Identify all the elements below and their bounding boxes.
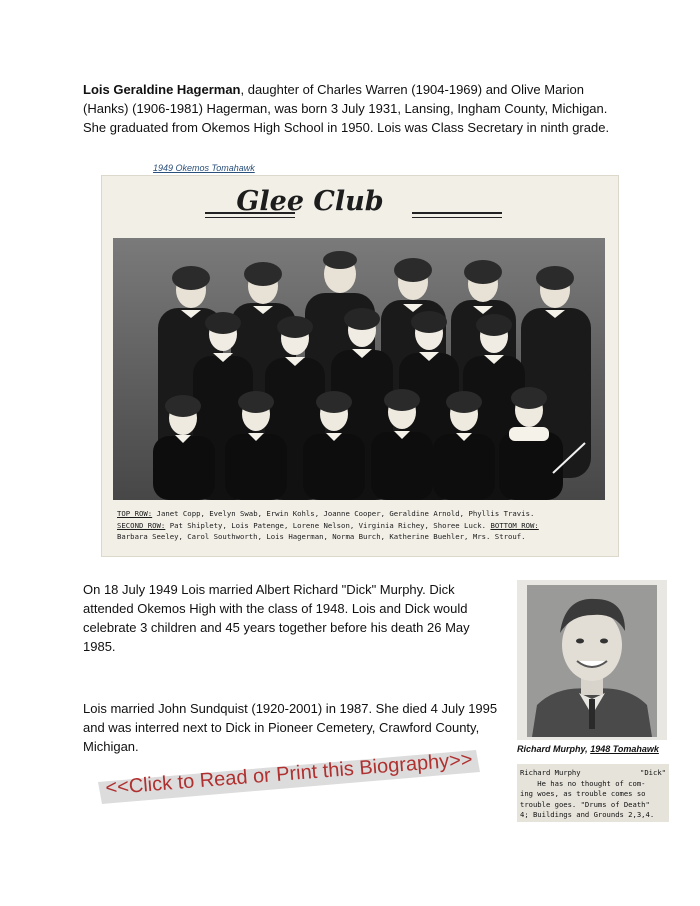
second-row-label: SECOND ROW:: [117, 520, 166, 530]
snippet-line: 4; Buildings and Grounds 2,3,4.: [520, 810, 655, 819]
bottom-row-label: BOTTOM ROW:: [490, 520, 539, 530]
richard-murphy-portrait: [527, 585, 657, 737]
snippet-header: [520, 768, 666, 779]
snippet-line: He has no thought of com-: [520, 778, 646, 788]
snippet-line: trouble goes. "Drums of Death": [520, 799, 650, 809]
subject-name: Lois Geraldine Hagerman: [83, 82, 241, 97]
group-photo-illustration: [113, 238, 605, 500]
snippet-name: Richard Murphy: [520, 768, 581, 777]
later-life-paragraph: Lois married John Sundquist (1920-2001) in 1987. She died 4 July 1995 and was interred next to Dick in Pioneer Cemetery, Crawford County, Michigan.: [83, 701, 498, 754]
portrait-caption: [517, 744, 677, 754]
top-row-label: TOP ROW:: [117, 509, 153, 518]
bottom-row-names: Barbara Seeley, Carol Southworth, Lois Hagerman, Norma Burch, Katherine Buehler, Mrs. Strouf.: [117, 532, 526, 541]
banner-label[interactable]: <<Click to Read or Print this Biography>>: [104, 748, 474, 799]
intro-paragraph: [83, 80, 623, 137]
glee-club-title: Glee Club: [236, 186, 384, 217]
intro-text: , daughter of Charles Warren (1904-1969) and Olive Marion (Hanks) (1906-1981) Hagerman, was born 3 July 1931, Lansing, Ingham County, Michigan. She graduated from Okemos High School in 1950. Lois was Class Secretary in ninth grade.: [83, 82, 610, 135]
second-row-names: Pat Shiplety, Lois Patenge, Lorene Nelson, Virginia Richey, Shoree Luck.: [165, 520, 487, 530]
portrait-caption-name: Richard Murphy,: [517, 744, 591, 754]
title-rule-right: [412, 212, 502, 214]
snippet-nickname: "Dick": [640, 768, 666, 777]
portrait-illustration: [527, 585, 657, 737]
portrait-caption-source[interactable]: 1948 Tomahawk: [590, 744, 659, 754]
snippet-line: ing woes, as trouble comes so: [520, 789, 646, 798]
read-biography-link[interactable]: [96, 742, 482, 806]
title-rule-left-thin: [205, 217, 295, 218]
yearbook-bio-snippet: [517, 764, 669, 822]
yearbook-source-caption[interactable]: 1949 Okemos Tomahawk: [153, 163, 255, 173]
top-row-names: Janet Copp, Evelyn Swab, Erwin Kohls, Joanne Cooper, Geraldine Arnold, Phyllis Travis.: [152, 509, 535, 518]
title-rule-right-thin: [412, 217, 502, 218]
glee-club-caption: [117, 508, 607, 543]
glee-club-photo: [113, 238, 605, 500]
marriage-paragraph: On 18 July 1949 Lois married Albert Richard "Dick" Murphy. Dick attended Okemos High with the class of 1948. Lois and Dick would celebrate 3 children and 45 years together before his death 26 May 1985.: [83, 582, 470, 654]
